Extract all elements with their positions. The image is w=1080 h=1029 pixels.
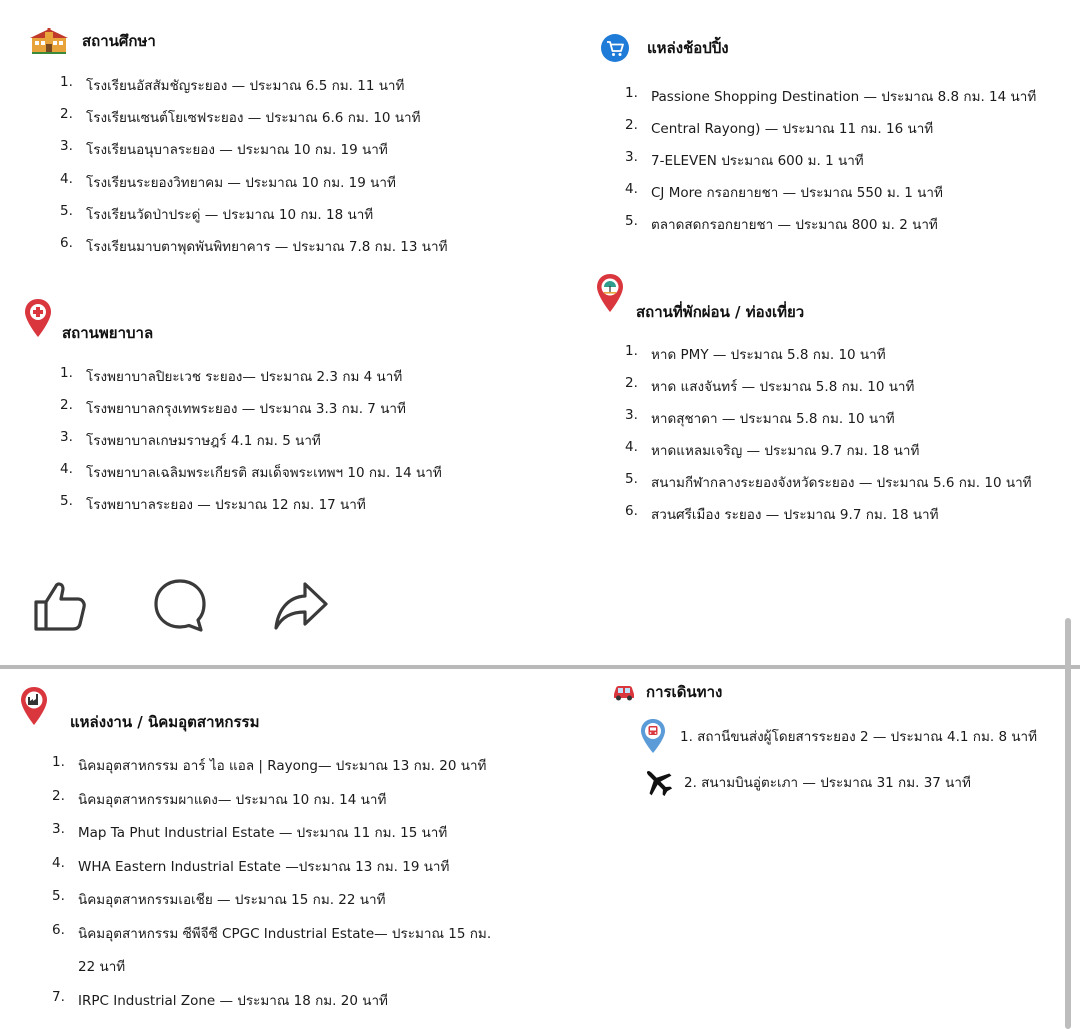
list-item: 3. โรงเรียนอนุบาลระยอง — ประมาณ 10 กม. 19 นาที bbox=[60, 138, 388, 158]
list-item: 3. โรงพยาบาลเกษมราษฎร์ 4.1 กม. 5 นาที bbox=[60, 429, 321, 449]
hospital-pin-icon bbox=[24, 298, 52, 338]
list-item: 5. สนามกีฬากลางระยองจังหวัดระยอง — ประมาณ 5.6 กม. 10 นาที bbox=[625, 471, 1032, 491]
list-item: 5. ตลาดสดกรอกยายชา — ประมาณ 800 ม. 2 นาที bbox=[625, 213, 938, 233]
hospital-section bbox=[0, 290, 560, 530]
shopping-section bbox=[560, 0, 1080, 250]
divider bbox=[0, 665, 1080, 669]
hospital-title: สถานพยาบาล bbox=[62, 324, 154, 342]
list-item: 1. โรงพยาบาลปิยะเวช ระยอง— ประมาณ 2.3 กม 4 นาที bbox=[60, 365, 403, 385]
factory-pin-icon bbox=[20, 686, 48, 726]
thumbs-up-icon bbox=[32, 578, 88, 638]
list-item: 3. Map Ta Phut Industrial Estate — ประมาณ 11 กม. 15 นาที bbox=[52, 821, 448, 841]
list-item: 7. IRPC Industrial Zone — ประมาณ 18 กม. 20 นาที bbox=[52, 989, 388, 1009]
airplane-icon bbox=[642, 766, 674, 798]
list-item: 5. โรงเรียนวัดป่าประดู่ — ประมาณ 10 กม. 18 นาที bbox=[60, 203, 374, 223]
transport-title: การเดินทาง bbox=[646, 683, 723, 701]
beach-pin-icon bbox=[596, 273, 624, 313]
leisure-title: สถานที่พักผ่อน / ท่องเที่ยว bbox=[636, 303, 805, 321]
car-icon bbox=[612, 683, 636, 701]
list-item: 1. Passione Shopping Destination — ประมาณ 8.8 กม. 14 นาที bbox=[625, 85, 1037, 105]
list-item: 2. นิคมอุตสาหกรรมผาแดง— ประมาณ 10 กม. 14 นาที bbox=[52, 788, 387, 808]
transport-section bbox=[560, 676, 1080, 816]
education-title: สถานศึกษา bbox=[82, 32, 156, 50]
list-item: 3. 7-ELEVEN ประมาณ 600 ม. 1 นาที bbox=[625, 149, 864, 169]
industry-title: แหล่งงาน / นิคมอุตสาหกรรม bbox=[70, 713, 260, 731]
school-building-icon bbox=[30, 28, 68, 54]
list-item: 2. หาด แสงจันทร์ — ประมาณ 5.8 กม. 10 นาที bbox=[625, 375, 915, 395]
leisure-section bbox=[560, 265, 1080, 535]
industry-section bbox=[0, 680, 560, 1029]
comment-button[interactable] bbox=[152, 578, 208, 634]
list-item: 2. โรงพยาบาลกรุงเทพระยอง — ประมาณ 3.3 กม. 7 นาที bbox=[60, 397, 406, 417]
list-item: 1. หาด PMY — ประมาณ 5.8 กม. 10 นาที bbox=[625, 343, 886, 363]
list-item: 2. โรงเรียนเซนต์โยเซฟระยอง — ประมาณ 6.6 กม. 10 นาที bbox=[60, 106, 421, 126]
list-item: 1. นิคมอุตสาหกรรม อาร์ ไอ แอล | Rayong— ประมาณ 13 กม. 20 นาที bbox=[52, 754, 487, 774]
share-icon bbox=[273, 578, 329, 638]
list-item: 4. WHA Eastern Industrial Estate —ประมาณ 13 กม. 19 นาที bbox=[52, 855, 450, 875]
list-item: 6. สวนศรีเมือง ระยอง — ประมาณ 9.7 กม. 18 นาที bbox=[625, 503, 939, 523]
list-item: 1. โรงเรียนอัสสัมชัญระยอง — ประมาณ 6.5 กม. 11 นาที bbox=[60, 74, 405, 94]
transport-item bbox=[640, 718, 1037, 754]
bus-station-pin-icon bbox=[640, 718, 666, 754]
list-item: 3. หาดสุชาดา — ประมาณ 5.8 กม. 10 นาที bbox=[625, 407, 895, 427]
share-button[interactable] bbox=[273, 578, 329, 634]
list-item: 2. Central Rayong) — ประมาณ 11 กม. 16 นาที bbox=[625, 117, 934, 137]
shopping-cart-icon bbox=[600, 33, 630, 63]
shopping-title: แหล่งช้อปปิ้ง bbox=[647, 39, 729, 57]
transport-item bbox=[642, 766, 971, 798]
education-section bbox=[0, 0, 560, 260]
list-item: 4. โรงเรียนระยองวิทยาคม — ประมาณ 10 กม. 19 นาที bbox=[60, 171, 396, 191]
transport-item-text: 2. สนามบินอู่ตะเภา — ประมาณ 31 กม. 37 นาที bbox=[684, 775, 971, 791]
list-item: 4. โรงพยาบาลเฉลิมพระเกียรติ สมเด็จพระเทพฯ 10 กม. 14 นาที bbox=[60, 461, 442, 481]
list-item: 4. CJ More กรอกยายชา — ประมาณ 550 ม. 1 นาที bbox=[625, 181, 943, 201]
list-item: 6. นิคมอุตสาหกรรม ซีพีจีซี CPGC Industrial Estate— ประมาณ 15 กม. 22 นาที bbox=[52, 922, 492, 975]
comment-icon bbox=[152, 578, 208, 638]
transport-item-text: 1. สถานีขนส่งผู้โดยสารระยอง 2 — ประมาณ 4.1 กม. 8 นาที bbox=[680, 729, 1038, 745]
list-item: 5. โรงพยาบาลระยอง — ประมาณ 12 กม. 17 นาที bbox=[60, 493, 366, 513]
like-button[interactable] bbox=[32, 578, 88, 634]
list-item: 6. โรงเรียนมาบตาพุดพันพิทยาคาร — ประมาณ 7.8 กม. 13 นาที bbox=[60, 235, 448, 255]
list-item: 5. นิคมอุตสาหกรรมเอเชีย — ประมาณ 15 กม. 22 นาที bbox=[52, 888, 386, 908]
list-item: 4. หาดแหลมเจริญ — ประมาณ 9.7 กม. 18 นาที bbox=[625, 439, 920, 459]
